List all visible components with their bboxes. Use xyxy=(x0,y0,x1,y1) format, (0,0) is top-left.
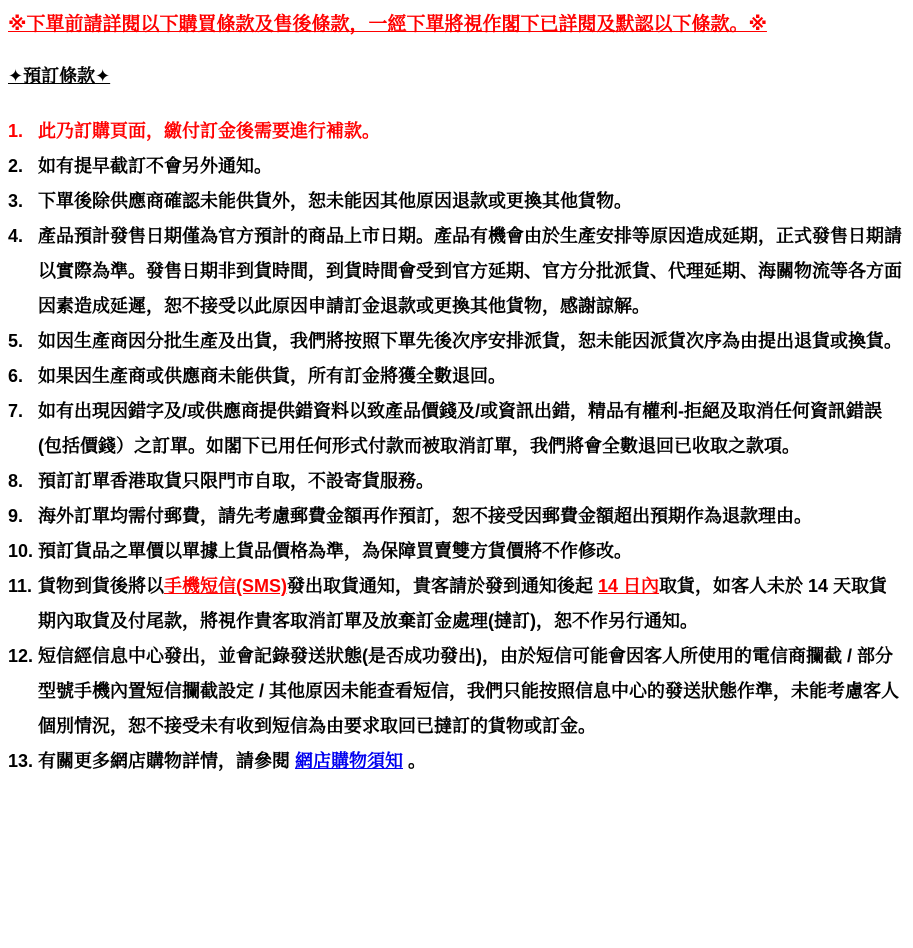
term-number: 11. xyxy=(8,576,33,596)
term-text: 貨物到貨後將以手機短信(SMS)發出取貨通知，貴客請於發到通知後起 14 日內取貨，如客人未於 14 天取貨期內取貨及付尾款，將視作貴客取消訂單及放棄訂金處理(撻訂)，恕不作另行通知。 xyxy=(38,576,888,631)
term-text: 短信經信息中心發出，並會記錄發送狀態(是否成功發出)，由於短信可能會因客人所使用的電信商攔截 / 部分型號手機內置短信攔截設定 / 其他原因未能查看短信，我們只能按照信息中心的發送狀態作準，未能考慮客人個別情況，恕不接受未有收到短信為由要求取回已撻訂的貨物或訂金。 xyxy=(38,646,899,736)
store-shopping-notice-link[interactable]: 網店購物須知 xyxy=(295,751,403,771)
term-item xyxy=(8,149,905,184)
term-text: 產品預計發售日期僅為官方預計的商品上市日期。產品有機會由於生產安排等原因造成延期，正式發售日期請以實際為準。發售日期非到貨時間，到貨時間會受到官方延期、官方分批派貨、代理延期、海關物流等各方面因素造成延遲，恕不接受以此原因申請訂金退款或更換其他貨物，感謝諒解。 xyxy=(38,226,902,316)
term-number: 4. xyxy=(8,226,24,246)
term-text: 預訂訂單香港取貨只限門市自取，不設寄貨服務。 xyxy=(38,471,434,491)
term-text: 此乃訂購頁面，繳付訂金後需要進行補款。 xyxy=(38,121,380,141)
term-item xyxy=(8,464,905,499)
section-header-label: ✦預訂條款✦ xyxy=(8,66,111,86)
term-text: 預訂貨品之單價以單據上貨品價格為準，為保障買賣雙方貨價將不作修改。 xyxy=(38,541,632,561)
terms-list xyxy=(8,114,905,779)
term-number: 13. xyxy=(8,751,34,771)
term-number: 12. xyxy=(8,646,34,666)
term-item xyxy=(8,359,905,394)
term-text: 如果因生產商或供應商未能供貨，所有訂金將獲全數退回。 xyxy=(38,366,506,386)
term-text: 海外訂單均需付郵費，請先考慮郵費金額再作預訂，恕不接受因郵費金額超出預期作為退款理由。 xyxy=(38,506,812,526)
term-item xyxy=(8,184,905,219)
term-number: 6. xyxy=(8,366,24,386)
term-number: 9. xyxy=(8,506,24,526)
term-number: 5. xyxy=(8,331,24,351)
term-number: 10. xyxy=(8,541,34,561)
term-number: 2. xyxy=(8,156,24,176)
page-title: ※下單前請詳閱以下購買條款及售後條款，一經下單將視作閣下已詳閱及默認以下條款。※ xyxy=(8,14,767,35)
term-text: 如有提早截訂不會另外通知。 xyxy=(38,156,272,176)
term-item xyxy=(8,534,905,569)
term-item xyxy=(8,219,905,324)
pickup-deadline-highlight: 14 日內 xyxy=(598,576,660,596)
term-item xyxy=(8,569,905,639)
term-text: 如因生產商因分批生產及出貨，我們將按照下單先後次序安排派貨，恕未能因派貨次序為由提出退貨或換貨。 xyxy=(38,331,902,351)
term-number: 7. xyxy=(8,401,24,421)
term-text: 如有出現因錯字及/或供應商提供錯資料以致產品價錢及/或資訊出錯，精品有權利-拒絕及取消任何資訊錯誤(包括價錢）之訂單。如閣下已用任何形式付款而被取消訂單，我們將會全數退回已收取之款項。 xyxy=(38,401,882,456)
term-number: 3. xyxy=(8,191,24,211)
term-number: 8. xyxy=(8,471,24,491)
term-item xyxy=(8,744,905,779)
term-item xyxy=(8,114,905,149)
term-text: 有關更多網店購物詳情，請參閱 網店購物須知 。 xyxy=(38,751,427,771)
term-item xyxy=(8,639,905,744)
section-header xyxy=(8,62,905,90)
term-item xyxy=(8,324,905,359)
term-number: 1. xyxy=(8,121,24,141)
term-item xyxy=(8,394,905,464)
term-item xyxy=(8,499,905,534)
term-text: 下單後除供應商確認未能供貨外，恕未能因其他原因退款或更換其他貨物。 xyxy=(38,191,632,211)
sms-highlight: 手機短信(SMS) xyxy=(164,576,287,596)
